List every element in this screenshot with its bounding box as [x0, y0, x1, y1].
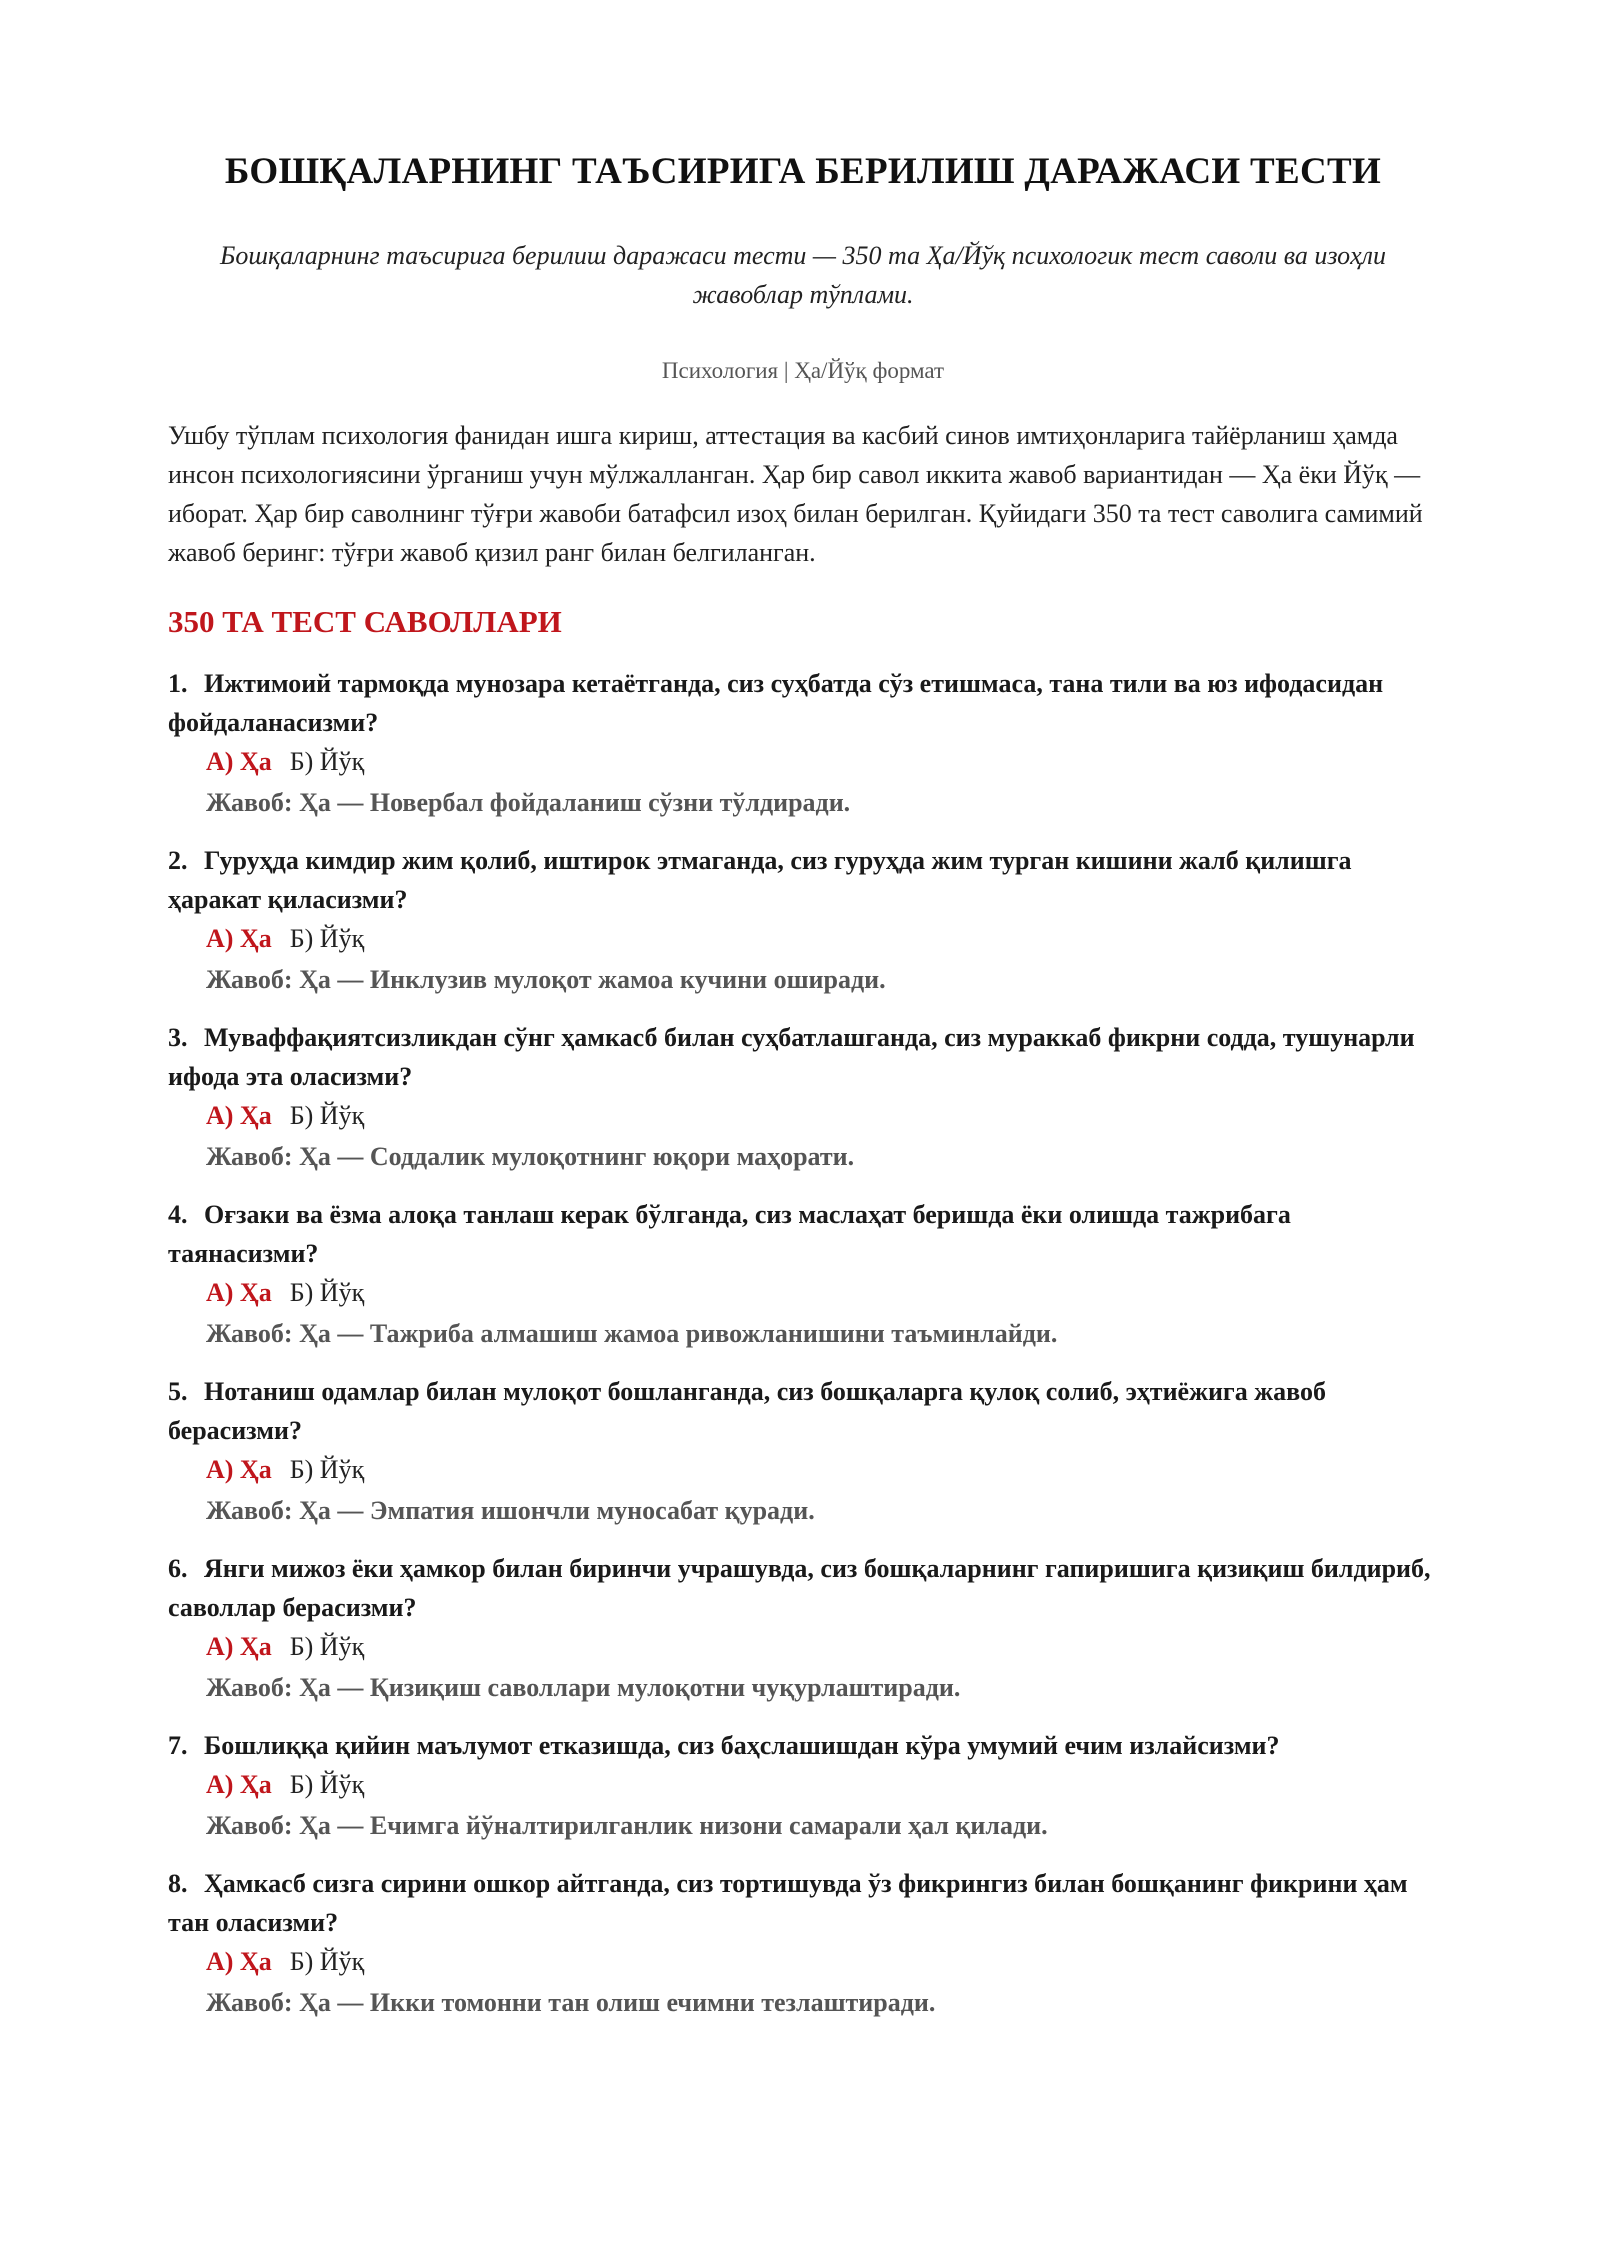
question-number: 3. [168, 1023, 188, 1052]
answer-options [168, 1765, 1438, 1805]
document-page [168, 150, 1438, 2041]
question-item [168, 1864, 1438, 2024]
option-a: А) Ҳа [206, 924, 272, 953]
question-item [168, 1195, 1438, 1355]
question-item [168, 1372, 1438, 1532]
document-title: БОШҚАЛАРНИНГ ТАЪСИРИГА БЕРИЛИШ ДАРАЖАСИ ТЕСТИ [224, 151, 1382, 192]
option-b: Б) Йўқ [289, 1632, 365, 1661]
question-body: Янги мижоз ёки ҳамкор билан биринчи учрашувда, сиз бошқаларнинг гапиришига қизиқиш билдириб, саволлар берасизми? [168, 1554, 1431, 1622]
document-intro: Ушбу тўплам психология фанидан ишга кириш, аттестация ва касбий синов имтиҳонларига тайёрланиш ҳамда инсон психологиясини ўрганиш учун мўлжалланган. Ҳар бир савол иккита жавоб вариантидан — Ҳа ёки Йўқ — иборат. Ҳар бир саволнинг тўғри жавоби батафсил изоҳ билан берилган. Қуйидаги 350 та тест саволига самимий жавоб беринг: тўғри жавоб қизил ранг билан белгиланган. [168, 421, 1423, 567]
option-b: Б) Йўқ [289, 747, 365, 776]
section-heading: 350 ТА ТЕСТ САВОЛЛАРИ [168, 604, 562, 639]
option-b: Б) Йўқ [289, 1101, 365, 1130]
option-a: А) Ҳа [206, 1947, 272, 1976]
answer-explanation: Жавоб: Ҳа — Эмпатия ишончли муносабат қуради. [206, 1496, 815, 1525]
option-a: А) Ҳа [206, 1278, 272, 1307]
question-item [168, 841, 1438, 1001]
option-b: Б) Йўқ [289, 924, 365, 953]
answer-options [168, 919, 1438, 959]
question-list [168, 664, 1438, 2024]
question-body: Бошлиққа қийин маълумот етказишда, сиз баҳслашишдан кўра умумий ечим излайсизми? [204, 1731, 1280, 1760]
answer-explanation: Жавоб: Ҳа — Инклузив мулоқот жамоа кучини оширади. [206, 965, 886, 994]
question-body: Оғзаки ва ёзма алоқа танлаш керак бўлганда, сиз маслаҳат беришда ёки олишда тажрибага таянасизми? [168, 1200, 1291, 1268]
question-body: Ижтимоий тармоқда мунозара кетаётганда, сиз суҳбатда сўз етишмаса, тана тили ва юз ифодасидан фойдаланасизми? [168, 669, 1384, 737]
question-number: 6. [168, 1554, 188, 1583]
answer-options [168, 1273, 1438, 1313]
option-a: А) Ҳа [206, 747, 272, 776]
question-text [168, 1018, 1438, 1096]
question-number: 4. [168, 1200, 188, 1229]
question-item [168, 664, 1438, 824]
answer-options [168, 742, 1438, 782]
option-a: А) Ҳа [206, 1632, 272, 1661]
question-item [168, 1549, 1438, 1709]
answer-explanation: Жавоб: Ҳа — Ечимга йўналтирилганлик низони самарали ҳал қилади. [206, 1811, 1048, 1840]
question-text [168, 841, 1438, 919]
question-text [168, 1549, 1438, 1627]
question-item [168, 1018, 1438, 1178]
option-b: Б) Йўқ [289, 1278, 365, 1307]
question-text [168, 1726, 1438, 1765]
option-a: А) Ҳа [206, 1455, 272, 1484]
option-a: А) Ҳа [206, 1770, 272, 1799]
answer-options [168, 1627, 1438, 1667]
answer-explanation: Жавоб: Ҳа — Новербал фойдаланиш сўзни тўлдиради. [206, 788, 851, 817]
answer-explanation: Жавоб: Ҳа — Қизиқиш саволлари мулоқотни чуқурлаштиради. [206, 1673, 961, 1702]
answer-options [168, 1096, 1438, 1136]
question-body: Ҳамкасб сизга сирини ошкор айтганда, сиз тортишувда ўз фикрингиз билан бошқанинг фикрини ҳам тан оласизми? [168, 1869, 1408, 1937]
document-subtitle: Бошқаларнинг таъсирига берилиш даражаси тести — 350 та Ҳа/Йўқ психологик тест саволи ва изоҳли жавоблар тўплами. [219, 241, 1386, 309]
answer-options [168, 1942, 1438, 1982]
option-b: Б) Йўқ [289, 1770, 365, 1799]
question-number: 8. [168, 1869, 188, 1898]
question-item [168, 1726, 1438, 1847]
answer-explanation: Жавоб: Ҳа — Икки томонни тан олиш ечимни тезлаштиради. [206, 1988, 936, 2017]
answer-explanation: Жавоб: Ҳа — Тажриба алмашиш жамоа ривожланишини таъминлайди. [206, 1319, 1058, 1348]
question-number: 7. [168, 1731, 188, 1760]
question-number: 2. [168, 846, 188, 875]
option-a: А) Ҳа [206, 1101, 272, 1130]
question-body: Нотаниш одамлар билан мулоқот бошланганда, сиз бошқаларга қулоқ солиб, эҳтиёжига жавоб берасизми? [168, 1377, 1326, 1445]
option-b: Б) Йўқ [289, 1455, 365, 1484]
question-body: Гуруҳда кимдир жим қолиб, иштирок этмаганда, сиз гуруҳда жим турган кишини жалб қилишга ҳаракат қиласизми? [168, 846, 1352, 914]
document-meta: Психология | Ҳа/Йўқ формат [661, 358, 945, 383]
question-text [168, 1864, 1438, 1942]
question-text [168, 1195, 1438, 1273]
question-text [168, 1372, 1438, 1450]
answer-explanation: Жавоб: Ҳа — Соддалик мулоқотнинг юқори маҳорати. [206, 1142, 855, 1171]
question-number: 1. [168, 669, 188, 698]
question-body: Муваффақиятсизликдан сўнг ҳамкасб билан суҳбатлашганда, сиз мураккаб фикрни содда, тушунарли ифода эта оласизми? [168, 1023, 1415, 1091]
option-b: Б) Йўқ [289, 1947, 365, 1976]
question-number: 5. [168, 1377, 188, 1406]
question-text [168, 664, 1438, 742]
answer-options [168, 1450, 1438, 1490]
